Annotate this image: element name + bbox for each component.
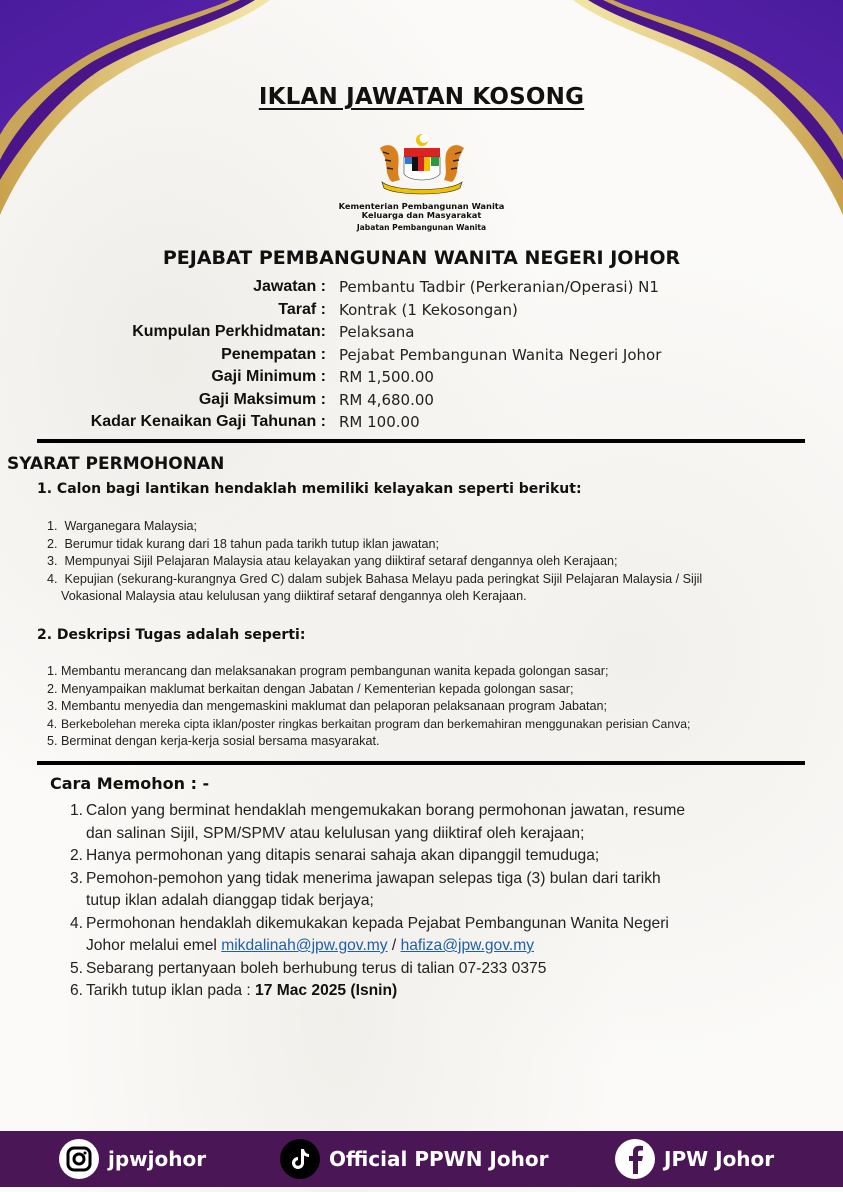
item-text: Mempunyai Sijil Pelajaran Malaysia atau kelayakan yang diiktiraf setaraf dengannya oleh Kerajaan; bbox=[64, 554, 618, 568]
info-label: Kumpulan Perkhidmatan: bbox=[132, 323, 326, 340]
list-item bbox=[47, 733, 827, 751]
corner-decoration-right bbox=[573, 0, 843, 230]
item-text-continued: dan salinan Sijil, SPM/SPMV atau kelulusan yang diiktiraf oleh kerajaan; bbox=[86, 824, 585, 842]
info-label: Jawatan : bbox=[253, 278, 326, 295]
how-to-apply-heading: Cara Memohon : - bbox=[50, 774, 210, 793]
facebook-link[interactable] bbox=[615, 1139, 774, 1179]
list-item bbox=[47, 536, 827, 554]
tiktok-label: Official PPWN Johor bbox=[329, 1147, 549, 1171]
list-item bbox=[47, 518, 827, 536]
info-label: Gaji Minimum : bbox=[211, 368, 326, 385]
item-text: Hanya permohonan yang ditapis senarai sahaja akan dipanggil temuduga; bbox=[86, 847, 600, 864]
duties-heading: 2. Deskripsi Tugas adalah seperti: bbox=[37, 627, 306, 643]
info-value: Pejabat Pembangunan Wanita Negeri Johor bbox=[339, 345, 662, 364]
instagram-link[interactable] bbox=[59, 1139, 206, 1179]
facebook-icon bbox=[615, 1139, 655, 1179]
office-name: PEJABAT PEMBANGUNAN WANITA NEGERI JOHOR bbox=[162, 247, 681, 269]
item-number: 4. bbox=[47, 716, 58, 731]
qualifications-list bbox=[47, 518, 827, 606]
info-value: Pembantu Tadbir (Perkeranian/Operasi) N1 bbox=[339, 278, 659, 296]
how-to-apply-list bbox=[70, 800, 830, 1003]
department-name: Jabatan Pembangunan Wanita bbox=[356, 223, 487, 232]
list-item bbox=[70, 958, 830, 981]
info-row-gaji-maksimum bbox=[0, 391, 843, 413]
list-item bbox=[47, 553, 827, 571]
item-number: 2. bbox=[47, 536, 58, 551]
list-item bbox=[47, 663, 827, 681]
item-number: 5. bbox=[47, 734, 58, 748]
ministry-line-2: Keluarga dan Masyarakat bbox=[361, 210, 482, 220]
page-title bbox=[0, 84, 843, 110]
email-separator: / bbox=[387, 937, 401, 954]
corner-decoration-left bbox=[0, 0, 270, 230]
info-value: RM 4,680.00 bbox=[339, 390, 434, 409]
item-text: Calon yang berminat hendaklah mengemukakan borang permohonan jawatan, resume bbox=[86, 802, 686, 819]
item-text: Pemohon-pemohon yang tidak menerima jawapan selepas tiga (3) bulan dari tarikh bbox=[86, 869, 661, 887]
info-label: Penempatan : bbox=[221, 345, 326, 363]
item-text: Kepujian (sekurang-kurangnya Gred C) dalam subjek Bahasa Melayu pada peringkat Sijil Pelajaran Malaysia / Sijil bbox=[64, 571, 703, 586]
item-text-continued: Vokasional Malaysia atau kelulusan yang diiktiraf setaraf dengannya oleh Kerajaan. bbox=[61, 589, 527, 603]
tiktok-icon bbox=[280, 1139, 320, 1179]
list-item bbox=[70, 980, 830, 1003]
info-row-penempatan bbox=[0, 346, 843, 368]
list-item bbox=[70, 845, 830, 868]
list-item bbox=[47, 698, 827, 716]
item-number: 2. bbox=[70, 847, 84, 864]
info-value: Kontrak (1 Kekosongan) bbox=[339, 300, 518, 319]
closing-date: 17 Mac 2025 (Isnin) bbox=[255, 982, 398, 999]
item-text-continued bbox=[70, 935, 830, 958]
email-link-mikdalinah[interactable]: mikdalinah@jpw.gov.my bbox=[221, 937, 388, 954]
coat-of-arms-logo bbox=[374, 132, 470, 198]
info-row-kenaikan-gaji bbox=[0, 413, 843, 435]
info-label: Gaji Maksimum : bbox=[198, 390, 326, 408]
item-text: Permohonan hendaklah dikemukakan kepada Pejabat Pembangunan Wanita Negeri bbox=[86, 914, 669, 932]
info-value: Pelaksana bbox=[339, 323, 415, 341]
item-text-prefix: Johor melalui emel bbox=[86, 937, 222, 954]
info-value: RM 1,500.00 bbox=[339, 368, 434, 386]
item-text: Berkebolehan mereka cipta iklan/poster ringkas berkaitan program dan berkemahiran menggunakan perisian Canva; bbox=[61, 716, 691, 731]
info-row-taraf bbox=[0, 301, 843, 323]
info-row-kumpulan bbox=[0, 323, 843, 345]
tiktok-link[interactable] bbox=[280, 1139, 548, 1179]
list-item bbox=[47, 571, 827, 606]
facebook-label: JPW Johor bbox=[664, 1147, 775, 1171]
item-number: 4. bbox=[47, 571, 58, 586]
qualifications-heading: 1. Calon bagi lantikan hendaklah memiliki kelayakan seperti berikut: bbox=[37, 481, 582, 497]
item-number: 4. bbox=[70, 914, 84, 932]
instagram-icon bbox=[59, 1139, 99, 1179]
list-item bbox=[70, 800, 830, 845]
info-label: Kadar Kenaikan Gaji Tahunan : bbox=[90, 413, 326, 430]
info-row-jawatan bbox=[0, 278, 843, 300]
item-text-continued: tutup iklan adalah dianggap tidak berjaya; bbox=[86, 892, 374, 909]
item-text: Sebarang pertanyaan boleh berhubung terus di talian 07-233 0375 bbox=[86, 959, 547, 977]
list-item bbox=[70, 868, 830, 913]
requirements-heading: SYARAT PERMOHONAN bbox=[7, 454, 225, 474]
info-value: RM 100.00 bbox=[339, 413, 420, 431]
item-number: 3. bbox=[47, 554, 58, 568]
item-number: 2. bbox=[47, 681, 58, 696]
divider bbox=[37, 761, 805, 765]
item-number: 1. bbox=[47, 519, 58, 533]
item-number: 6. bbox=[70, 982, 84, 999]
item-text: Membantu menyedia dan mengemaskini maklumat dan pelaporan pelaksanaan program Jabatan; bbox=[61, 699, 608, 713]
page-title-text: IKLAN JAWATAN KOSONG bbox=[258, 84, 585, 110]
item-number: 3. bbox=[47, 699, 58, 713]
list-item bbox=[47, 716, 827, 734]
email-link-hafiza[interactable]: hafiza@jpw.gov.my bbox=[400, 937, 534, 954]
social-footer bbox=[0, 1131, 843, 1187]
ministry-name bbox=[0, 202, 843, 220]
divider bbox=[37, 439, 805, 443]
list-item bbox=[47, 681, 827, 699]
item-number: 1. bbox=[47, 664, 58, 678]
item-number: 1. bbox=[70, 802, 84, 819]
item-text: Tarikh tutup iklan pada : bbox=[86, 982, 256, 999]
ministry-line-1: Kementerian Pembangunan Wanita bbox=[338, 201, 505, 211]
item-text: Warganegara Malaysia; bbox=[64, 519, 198, 533]
item-number: 5. bbox=[70, 959, 84, 977]
item-text: Menyampaikan maklumat berkaitan dengan Jabatan / Kementerian kepada golongan sasar; bbox=[61, 681, 574, 696]
instagram-label: jpwjohor bbox=[108, 1147, 207, 1171]
list-item bbox=[70, 913, 830, 958]
item-text: Berminat dengan kerja-kerja sosial bersama masyarakat. bbox=[61, 734, 380, 748]
info-row-gaji-minimum bbox=[0, 368, 843, 390]
info-label: Taraf : bbox=[278, 300, 326, 318]
item-number: 3. bbox=[70, 869, 84, 887]
duties-list bbox=[47, 663, 827, 751]
item-text: Membantu merancang dan melaksanakan program pembangunan wanita kepada golongan sasar; bbox=[61, 664, 609, 678]
item-text: Berumur tidak kurang dari 18 tahun pada tarikh tutup iklan jawatan; bbox=[64, 536, 440, 551]
